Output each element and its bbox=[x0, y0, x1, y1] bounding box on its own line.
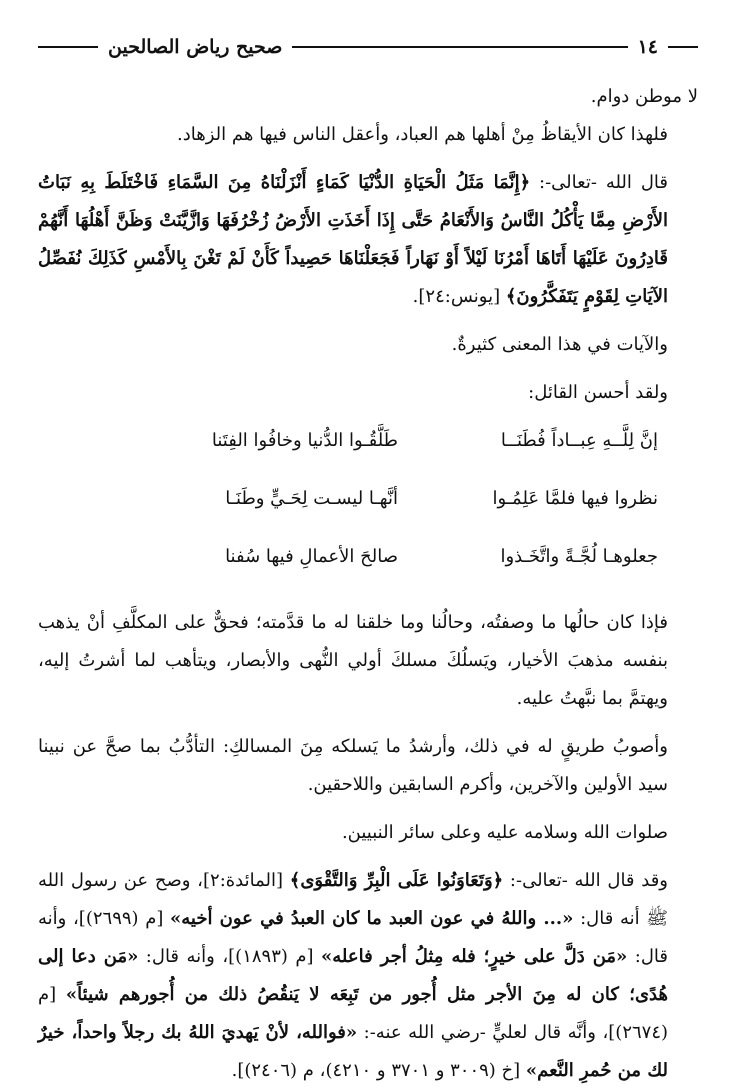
hadith-paragraph bbox=[38, 862, 698, 1090]
hadith-quote: «مَن دعا إلى هُدًى؛ كان له مِنَ الأجر مثل أُجور من تَبِعَه لا يَنقُصُ ذلك من أُجورهم شيئاً» bbox=[38, 946, 668, 1005]
poem-hemistich: أنَّهـا ليسـت لِحَـيٍّ وطَنَـا bbox=[225, 488, 398, 509]
page-header bbox=[38, 30, 698, 64]
page-body bbox=[38, 78, 698, 1090]
paragraph: فلهذا كان الأيقاظُ مِنْ أهلها هم العباد، وأعقل الناس فيها هم الزهاد. bbox=[177, 124, 668, 145]
page-number: ١٤ bbox=[637, 36, 658, 58]
poem-hemistich: صالحَ الأعمالِ فيها سُفنا bbox=[225, 546, 398, 567]
hadith-quote: «... واللهُ في عون العبد ما كان العبدُ في عون أخيه» bbox=[170, 908, 574, 929]
paragraph: والآيات في هذا المعنى كثيرةٌ. bbox=[451, 334, 668, 355]
quran-verse: ﴿إِنَّمَا مَثَلُ الْحَيَاةِ الدُّنْيَا كَمَاءٍ أَنْزَلْنَاهُ مِنَ السَّمَاءِ فَاخْتَلَطَ بِهِ نَبَاتُ الأَرْضِ مِمَّا يَأْكُلُ النَّاسُ وَالأَنْعَامُ حَتَّى إِذَا أَخَذَتِ الأَرْضُ زُخْرُفَهَا وَازَّيَّنَتْ وَظَنَّ أَهْلُهَا أَنَّهُمْ قَادِرُونَ عَلَيْهَا أَتَاهَا أَمْرُنَا لَيْلاً أَوْ نَهَاراً فَجَعَلْنَاهَا حَصِيداً كَأَنْ لَمْ تَغْنَ بِالأَمْسِ كَذَلِكَ نُفَصِّلُ الآيَاتِ لِقَوْمٍ يَتَفَكَّرُونَ﴾ bbox=[38, 172, 668, 307]
poem-line bbox=[138, 470, 658, 528]
paragraph: وأصوبُ طريقٍ له في ذلك، وأرشدُ ما يَسلكه مِنَ المسالكِ: التأدُّبُ بما صحَّ عن نبينا سيد الأولين والآخرين، وأكرم السابقين واللاحقين. bbox=[38, 736, 668, 795]
text-run: وقد قال الله -تعالى-: bbox=[503, 870, 668, 891]
hadith-quote: «فوالله، لأنْ يَهديَ اللهُ بك رجلاً واحداً، خيرٌ لك من حُمرِ النَّعم» bbox=[38, 1022, 668, 1081]
header-rule-left bbox=[38, 46, 98, 48]
text-run: قال الله -تعالى-: bbox=[530, 172, 668, 193]
citation: [يونس:٢٤]. bbox=[412, 286, 506, 307]
hadith-quote: «مَن دَلَّ على خيرٍ؛ فله مِثلُ أجر فاعله» bbox=[320, 946, 628, 967]
poem-hemistich: جعلوهـا لُجَّـةً واتَّخَـذوا bbox=[500, 546, 658, 567]
citation: [م (١٨٩٣)]، وأنه قال: bbox=[138, 946, 321, 967]
text-run: [المائدة:٢]، وصح عن رسول الله ﷺ أنه قال: bbox=[38, 870, 668, 929]
header-rule-middle bbox=[292, 46, 627, 48]
paragraph: ولقد أحسن القائل: bbox=[528, 382, 668, 403]
quran-paragraph bbox=[38, 164, 698, 316]
poem bbox=[138, 412, 658, 586]
paragraph: فإذا كان حالُها ما وصفتُه، وحالُنا وما خلقنا له ما قدَّمته؛ فحقٌّ على المكلَّفِ أنْ يذهب بنفسه مذهبَ الأخيار، ويَسلُكَ مسلكَ أولي النُّهى والأبصار، ويتأهب لما أشرتُ إليه، ويهتمَّ بما نبَّهتُ عليه. bbox=[38, 612, 668, 709]
poem-line bbox=[138, 412, 658, 470]
poem-hemistich: إنَّ لِلَّــهِ عِبــاداً فُطَنَــا bbox=[500, 430, 658, 451]
citation: [م (٢٦٧٤)]، وأنَّه قال لعليٍّ -رضي الله عنه-: bbox=[38, 984, 669, 1043]
quran-verse: ﴿وَتَعَاوَنُوا عَلَى الْبِرِّ وَالتَّقْوَى﴾ bbox=[289, 870, 504, 891]
book-title: صحيح رياض الصالحين bbox=[108, 36, 283, 58]
header-rule-right bbox=[668, 46, 698, 48]
poem-hemistich: طَلَّقُـوا الدُّنيا وخافُوا الفِتَنا bbox=[211, 430, 398, 451]
citation: [م (٢٦٩٩)]، وأنه قال: bbox=[38, 908, 669, 967]
poem-line bbox=[138, 528, 658, 586]
citation: [خ (٣٠٠٩ و ٣٧٠١ و ٤٢١٠)، م (٢٤٠٦)]. bbox=[231, 1060, 526, 1081]
poem-hemistich: نظروا فيها فلمَّا عَلِمُـوا bbox=[492, 488, 658, 509]
paragraph: صلوات الله وسلامه عليه وعلى سائر النبيين. bbox=[341, 822, 668, 843]
paragraph: لا موطن دوام. bbox=[590, 86, 698, 107]
